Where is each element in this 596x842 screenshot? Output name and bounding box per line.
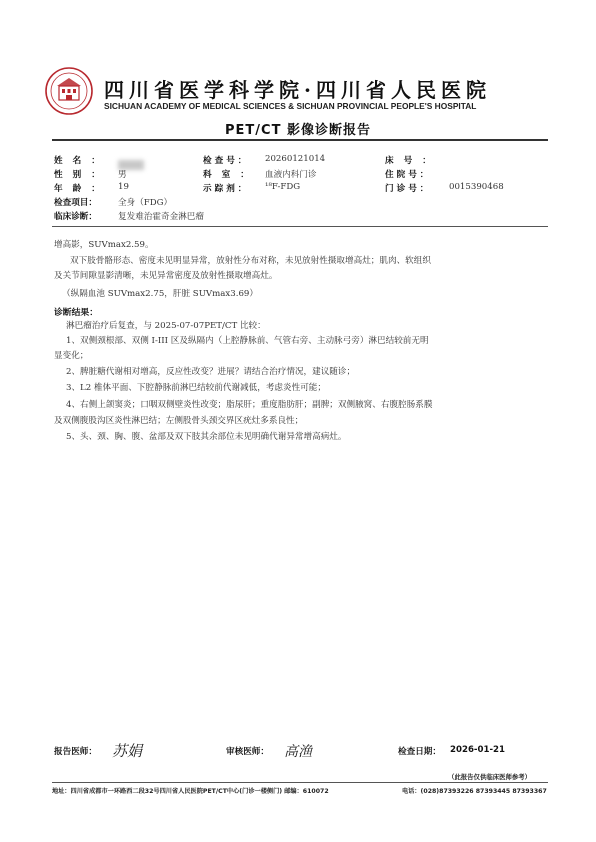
hospital-name-en: SICHUAN ACADEMY OF MEDICAL SCIENCES & SICHUAN PROVINCIAL PEOPLE'S HOSPITAL	[104, 101, 477, 111]
conclusion-title: 诊断结果：	[54, 308, 98, 318]
sex-label: 性别：	[54, 170, 110, 180]
inpatient-label: 住院号：	[385, 170, 432, 180]
exam-date: 2026-01-21	[450, 745, 505, 755]
exam-no-value: 20260121014	[265, 154, 326, 164]
exam-item-value: 全身（FDG）	[118, 198, 173, 208]
conclusion-item-2: 2、脾脏糖代谢相对增高，反应性改变？进展？请结合治疗情况，建议随诊；	[66, 367, 356, 377]
findings-para2-line1: 双下肢骨骼形态、密度未见明显异常，放射性分布对称，未见放射性摄取增高灶；肌肉、软组织	[70, 256, 431, 266]
tracer-label: 示踪剂：	[203, 184, 250, 194]
clinical-dx-value: 复发难治霍奇金淋巴瘤	[118, 212, 204, 222]
reviewer-signature: 高渔	[284, 744, 312, 760]
exam-no-label: 检查号：	[203, 156, 250, 166]
conclusion-item-1-line1: 1、双侧颈根部、双侧 I-III 区及纵隔内（上腔静脉前、气管右旁、主动脉弓旁）淋巴结较前无明	[66, 336, 429, 346]
name-label: 姓名：	[54, 156, 110, 166]
doctor-label: 报告医师：	[54, 747, 97, 757]
disclaimer-note: （此报告仅供临床医师参考）	[448, 773, 532, 781]
conclusion-item-4-line2: 及双侧腹股沟区炎性淋巴结；左侧股骨头颈交界区疣灶多系良性；	[54, 416, 304, 426]
conclusion-item-3: 3、L2 椎体平面、下腔静脉前淋巴结较前代谢减低，考虑炎性可能；	[66, 383, 326, 393]
findings-para2-line2: 及关节间隙显影清晰，未见异常密度及放射性摄取增高灶。	[54, 271, 278, 281]
date-label: 检查日期：	[398, 747, 441, 757]
outpatient-value: 0015390468	[449, 182, 504, 192]
dept-label: 科室：	[203, 170, 259, 180]
hospital-name-cn: 四川省医学科学院·四川省人民医院	[104, 78, 491, 102]
reviewer-label: 审核医师：	[226, 747, 269, 757]
outpatient-label: 门诊号：	[385, 184, 432, 194]
findings-para3: （纵隔血池 SUVmax2.75，肝脏 SUVmax3.69）	[62, 289, 258, 299]
age-label: 年龄：	[54, 184, 110, 194]
conclusion-item-5: 5、头、颈、胸、腹、盆部及双下肢其余部位未见明确代谢异常增高病灶。	[66, 432, 347, 442]
tracer-value: ¹⁸F-FDG	[265, 182, 301, 192]
dept-value: 血液内科门诊	[265, 170, 317, 180]
findings-line-1: 增高影，SUVmax2.59。	[54, 240, 154, 250]
sex-value: 男	[118, 170, 127, 180]
bed-label: 床号：	[385, 156, 441, 166]
footer-address: 地址：四川省成都市一环路西二段32号四川省人民医院PET/CT中心(门诊一楼侧门) 邮编：610072	[52, 788, 329, 795]
report-title: PET/CT 影像诊断报告	[225, 123, 371, 138]
footer-phone: 电话：(028)87393226 87393445 87393367	[402, 788, 547, 795]
conclusion-item-1-line2: 显变化；	[54, 351, 89, 361]
exam-item-label: 检查项目：	[54, 198, 97, 208]
hospital-logo	[44, 66, 94, 116]
age-value: 19	[118, 182, 129, 192]
header-divider	[52, 139, 548, 141]
info-divider	[52, 226, 548, 227]
clinical-dx-label: 临床诊断：	[54, 212, 97, 222]
conclusion-item-4-line1: 4、右侧上颌窦炎；口咽双侧壁炎性改变；脂尿肝；重度脂肪肝；副脾；双侧腋窝、右腹腔肠系膜	[66, 400, 433, 410]
doctor-signature: 苏娟	[112, 742, 143, 760]
footer-divider	[52, 782, 548, 783]
conclusion-intro: 淋巴瘤治疗后复查，与 2025-07-07PET/CT 比较：	[66, 321, 266, 331]
